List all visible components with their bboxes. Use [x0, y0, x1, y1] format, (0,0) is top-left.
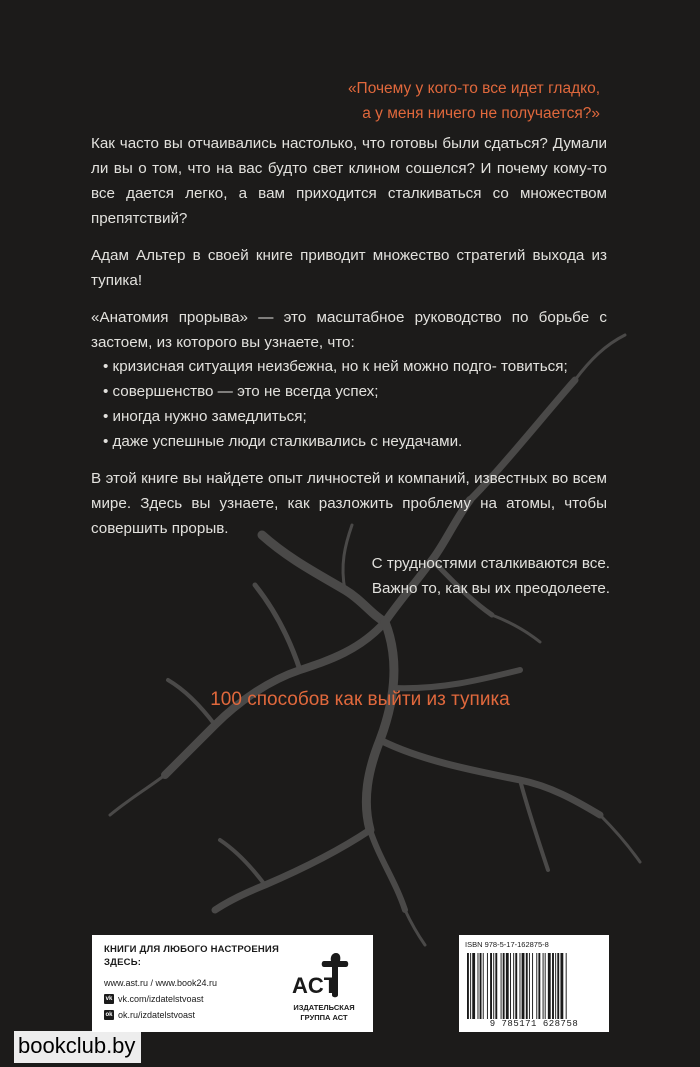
- info-title: КНИГИ ДЛЯ ЛЮБОГО НАСТРОЕНИЯ ЗДЕСЬ:: [104, 944, 279, 968]
- watermark: bookclub.by: [14, 1031, 141, 1063]
- closing-line-2: Важно то, как вы их преодолеете.: [371, 580, 610, 597]
- paragraph-author: Адам Альтер в своей книге приводит множество стратегий выхода из тупика!: [91, 247, 607, 289]
- publisher-caption: ИЗДАТЕЛЬСКАЯ ГРУППА АСТ: [293, 1003, 355, 1022]
- website-links[interactable]: www.ast.ru / www.book24.ru: [104, 978, 218, 988]
- closing-line-1: С трудностями сталкиваются все.: [371, 555, 610, 572]
- ok-link-text: ok.ru/izdatelstvoast: [118, 1010, 196, 1020]
- vk-link-text: vk.com/izdatelstvoast: [118, 994, 204, 1004]
- paragraph-summary: В этой книге вы найдете опыт личностей и компаний, известных во всем мире. Здесь вы узнаете, как разложить проблему на атомы, чтобы совершить прорыв.: [91, 470, 607, 537]
- isbn-barcode-box: [459, 935, 609, 1032]
- tagline: 100 способов как выйти из тупика: [210, 689, 510, 710]
- isbn-number: ISBN 978-5-17-162875-8: [465, 940, 549, 949]
- ok-link[interactable]: [104, 1010, 195, 1020]
- vk-link[interactable]: [104, 994, 204, 1004]
- publisher-info-box: [92, 935, 373, 1032]
- opening-quote: [160, 76, 600, 126]
- paragraph-intro: Как часто вы отчаивались настолько, что готовы были сдаться? Думали ли вы о том, что на вас будто свет клином сошелся? И почему кому-то все дается легко, а вам приходится сталкиваться со множеством препятствий?: [91, 135, 607, 227]
- ast-logo-mark: [288, 947, 360, 1003]
- odnoklassniki-icon: ok: [105, 1012, 113, 1018]
- closing-statement: [250, 551, 610, 601]
- bullet-item: • даже успешные люди сталкивались с неудачами.: [103, 429, 623, 454]
- bullet-item: • иногда нужно замедлиться;: [103, 404, 623, 429]
- bullet-item: • совершенство — это не всегда успех;: [103, 379, 623, 404]
- barcode-digits: 9 785171 628758: [489, 1019, 579, 1029]
- quote-line-1: «Почему у кого-то все идет гладко,: [347, 80, 600, 97]
- ast-logo: [288, 947, 360, 1027]
- bullet-item: • кризисная ситуация неизбежна, но к ней можно подго- товиться;: [103, 354, 623, 379]
- vk-icon: vk: [105, 996, 113, 1002]
- bullet-list: [103, 354, 623, 454]
- paragraph-book-description: «Анатомия прорыва» — это масштабное руководство по борьбе с застоем, из которого вы узнаете, что:: [91, 309, 607, 351]
- barcode: [465, 953, 603, 1019]
- quote-line-2: а у меня ничего не получается?»: [362, 105, 600, 122]
- ast-logo-text: ACT: [292, 973, 338, 998]
